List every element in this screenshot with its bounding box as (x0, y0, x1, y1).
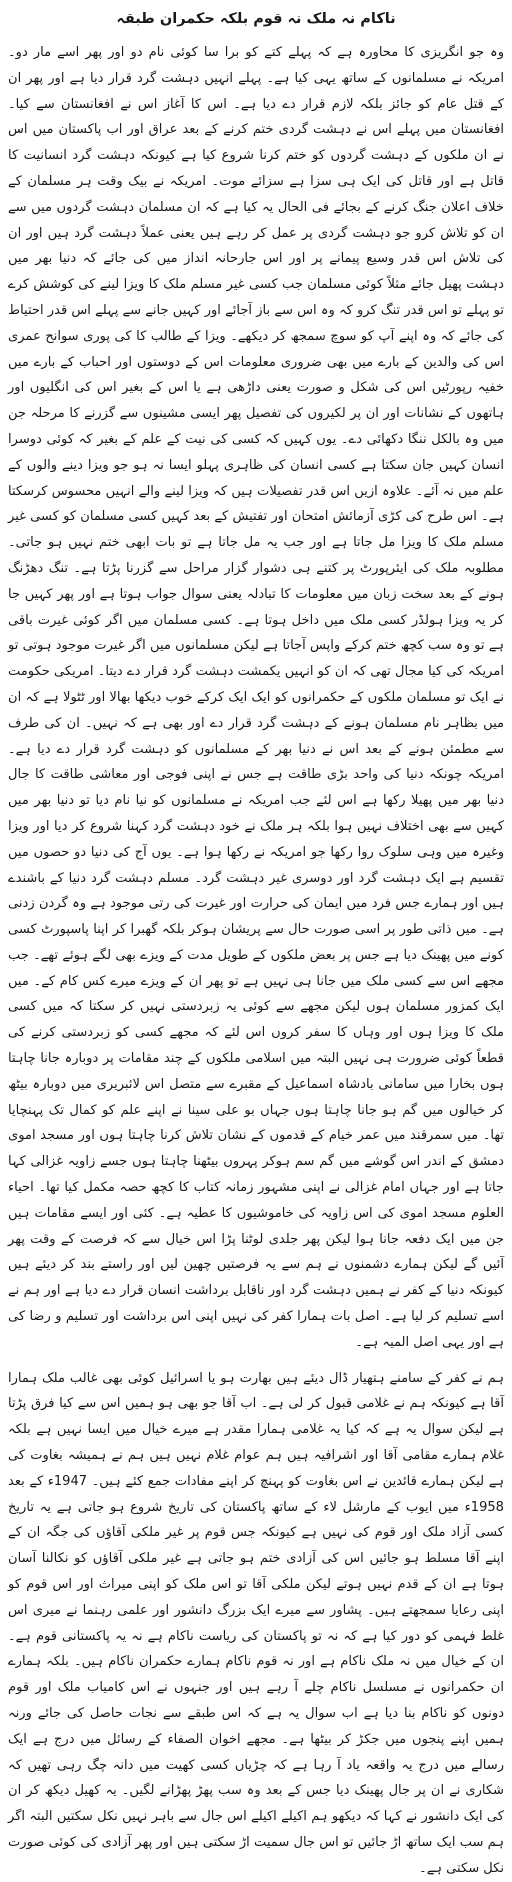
article-paragraph: وہ جو انگریزی کا محاورہ ہے کہ پہلے کتے کو برا سا کوئی نام دو اور پھر اسے مار دو۔ امریکہ نے مسلمانوں کے ساتھ یہی کیا ہے۔ پہلے انہیں دہشت گرد قرار دیا ہے اور پھر ان کے قتل عام کو جائز بلکہ لازم قرار دے دیا ہے۔ اس کا آغاز اس نے افغانستان سے کیا۔ افغانستان میں پہلے اس نے دہشت گردی ختم کرنے کے بعد عراق اور اب پاکستان میں اس نے ان ملکوں کے دہشت گردوں کو ختم کرنا شروع کیا ہے کیونکہ دہشت گرد انسانیت کا قاتل ہے اور قاتل کی ایک ہی سزا ہے سزائے موت۔ امریکہ نے بیک وقت ہر مسلمان کے خلاف اعلان جنگ کرنے کے بجائے فی الحال یہ کیا ہے کہ ان مسلمان دہشت گردوں میں سے ان کو تلاش کرو جو دہشت گردی پر عمل کر رہے ہیں یعنی عملاً دہشت گرد ہیں اور ان کی تلاش اس قدر وسیع پیمانے پر اور اس جارحانہ انداز میں کی جائے کہ دنیا بھر میں دہشت پھیل جائے مثلاً کوئی مسلمان جب کسی غیر مسلم ملک کا ویزا لینے کی کوشش کرے تو پہلے تو اس قدر تنگ کرو کہ وہ اس سے باز آجائے اور کہیں جانے سے پہلے اس قدر احتیاط کی جائے کہ وہ اپنے آپ کو سوچ سمجھ کر دیکھے۔ ویزا کے طالب کا کی پوری سوانح عمری اس کی والدین کے بارے میں بھی ضروری معلومات اس کے دوستوں اور احباب کے بارے میں خفیہ رپورٹیں اس کی شکل و صورت یعنی داڑھی ہے یا اس کے بغیر اس کی انگلیوں اور ہاتھوں کے نشانات اور ان پر لکیروں کی تفصیل پھر ایسی مشینوں سے گزرنے کا مرحلہ جن میں وہ بالکل ننگا دکھائی دے۔ یوں کہیں کہ کسی کی نیت کے علم کے بغیر کہ کوئی دوسرا انسان کہیں جان سکتا ہے کسی انسان کی ظاہری پہلو ایسا نہ ہو جو ویزا دینے والوں کے علم میں نہ آئے۔ علاوہ ازیں اس قدر تفصیلات ہیں کہ ویزا لینے والے انہیں محسوس کرسکتا ہے۔ اس طرح کی کڑی آزمائش امتحان اور تفتیش کے بعد کہیں کسی مسلمان کو کسی غیر مسلم ملک کا ویزا مل جاتا ہے اور جب یہ مل جاتا ہے تو بات ابھی ختم نہیں ہو جاتی۔ مطلوبہ ملک کی ایئرپورٹ پر کتنے ہی دشوار گزار مراحل سے گزرنا پڑتا ہے۔ تنگ دھڑنگ ہونے کے بعد سخت زبان میں معلومات کا تبادلہ یعنی سوال جواب ہوتا ہے اور پھر کہیں جا کر یہ ویزا ہولڈر کسی ملک میں داخل ہوتا ہے۔ کسی مسلمان میں اگر کوئی غیرت باقی ہے تو وہ سب کچھ ختم کرکے واپس آجاتا ہے لیکن مسلمانوں میں اگر غیرت موجود ہوتی تو امریکہ کی کیا مجال تھی کہ ان کو انہیں یکمشت دہشت گرد قرار دے دیتا۔ امریکی حکومت نے ایک تو مسلمان ملکوں کے حکمرانوں کو ایک ایک کرکے خوب دیکھا بھالا اور ٹٹولا ہے کہ ان میں بظاہر نام مسلمان ہونے کے دہشت گرد قرار دے اور بھی ہے کہ نہیں۔ ان کی طرف سے مطمئن ہونے کے بعد اس نے دنیا بھر کے مسلمانوں کو دہشت گرد قرار دے دیا ہے۔ امریکہ چونکہ دنیا کی واحد بڑی طاقت ہے جس نے اپنی فوجی اور معاشی طاقت کا جال دنیا بھر میں پھیلا رکھا ہے اس لئے جب امریکہ نے مسلمانوں کو نیا نام دیا تو دنیا بھر میں کہیں سے بھی اختلاف نہیں ہوا بلکہ ہر ملک نے خود دہشت گرد کہنا شروع کر دیا اور ویزا وغیرہ میں وہی سلوک روا رکھا جو امریکہ نے رکھا ہوا ہے۔ یوں آج کی دنیا دو حصوں میں تقسیم ہے ایک دہشت گرد اور دوسری غیر دہشت گرد۔ مسلم دہشت گرد دنیا کے باشندے ہیں اور ہمارے جس فرد میں ایمان کی حرارت اور غیرت کی رتی موجود ہے وہ گردن زدنی ہے۔ میں ذاتی طور پر اسی صورت حال سے پریشان ہوکر بلکہ گھبرا کر اپنا پاسپورٹ کسی کونے میں پھینک دیا ہے جس پر بعض ملکوں کے طویل مدت کے ویزے بھی لگے ہوئے تھے۔ جب مجھے اس سے کسی ملک میں جانا ہی نہیں ہے تو پھر ان کے ویزے میرے کس کام کے۔ میں ایک کمزور مسلمان ہوں لیکن مجھے سے کوئی یہ زبردستی نہیں کر سکتا کہ میں کسی ملک کا ویزا ہوں اور وہاں کا سفر کروں اس لئے کہ مجھے کسی کو زبردستی کرنے کی قطعاً کوئی ضرورت ہی نہیں البتہ میں اسلامی ملکوں کے چند مقامات پر دوبارہ جانا چاہتا ہوں بخارا میں سامانی بادشاہ اسماعیل کے مقبرے سے متصل اس لائبریری میں دوبارہ بیٹھ کر خیالوں میں گم ہو جانا چاہتا ہوں جہاں بو علی سینا نے اپنے علم کو کمال تک پہنچایا تھا۔ میں سمرقند میں عمر خیام کے قدموں کے نشان تلاش کرنا چاہتا ہوں اور مسجد اموی دمشق کے اندر اس گوشے میں گم سم ہوکر پہروں بیٹھنا چاہتا ہوں جسے زاویہ غزالی کہا جاتا ہے اور جہاں امام غزالی نے اپنی مشہور زمانہ کتاب کا کچھ حصہ مکمل کیا تھا۔ احیاء العلوم مسجد اموی کی اس زاویہ کی خاموشیوں کا عطیہ ہے۔ کئی اور ایسے مقامات ہیں جن میں ایک دفعہ جانا ہوا لیکن پھر جلدی لوٹنا پڑا اس خیال سے کہ فرصت کے وقت پھر آئیں گے لیکن ہمارے دشمنوں نے ہم سے یہ فرصتیں چھین لیں اور راستے بند کر دیئے ہیں کیونکہ دنیا کے کفر نے ہمیں دہشت گرد اور ناقابل برداشت انسان قرار دے دیا ہے اور ہم نے اسے تسلیم کر لیا ہے۔ اصل بات ہمارا کفر کی نہیں اپنی اس برداشت اور تسلیم و رضا کی ہے اور یہی اصل المیہ ہے۔ (8, 45, 504, 1350)
article-paragraph: ہم نے کفر کے سامنے ہتھیار ڈال دیئے ہیں بھارت ہو یا اسرائیل کوئی بھی غالب ملک ہمارا آقا ہے کیونکہ ہم نے غلامی قبول کر لی ہے۔ اب آقا جو بھی ہو ہمیں اس سے کیا فرق پڑتا ہے لیکن سوال یہ ہے کہ کیا یہ غلامی ہمارا مقدر ہے میرے خیال میں ایسا نہیں ہے بلکہ غلام ہمارے مقامی آقا اور اشرافیہ ہیں ہم عوام غلام نہیں ہیں ہم نے ہمیشہ بغاوت کی ہے لیکن ہمارے قائدین نے اس بغاوت کو پہنچ کر اپنے مفادات جمع کئے ہیں۔ 1947ء کے بعد 1958ء میں ایوب کے مارشل لاء کے ساتھ پاکستان کی تاریخ شروع ہو جاتی ہے یہ تاریخ کسی آزاد ملک اور قوم کی نہیں ہے کیونکہ جس قوم پر غیر ملکی آقاؤں کی جگہ ان کے اپنے آقا مسلط ہو جائیں اس کی آزادی ختم ہو جاتی ہے غیر ملکی آقاؤں کو نکالنا آسان ہوتا ہے ان کے قدم نہیں ہوتے لیکن ملکی آقا تو اس ملک کو اپنی میراث اور اس قوم کو اپنی رعایا سمجھتے ہیں۔ پشاور سے میرے ایک بزرگ دانشور اور علمی رہنما نے میری اس غلط فہمی کو دور کیا ہے کہ نہ تو پاکستان کی ریاست ناکام ہے نہ یہ پاکستانی قوم ہے۔ ان کے خیال میں نہ ملک ناکام ہے اور نہ قوم ناکام ہمارے حکمران ناکام ہیں۔ بلکہ ہمارے ان حکمرانوں نے مسلسل ناکام چلے آ رہے ہیں اور جنہوں نے اس کامیاب ملک اور قوم دونوں کو ناکام بنا دیا ہے اب سوال یہ ہے کہ اس طبقے سے نجات حاصل کی جائے ورنہ ہمیں اپنے پنجوں میں جکڑ کر بیٹھا ہے۔ مجھے اخوان الصفاء کے رسائل میں درج ہے ایک رسالے میں درج یہ واقعہ یاد آ رہا ہے کہ چڑیاں کسی کھیت میں دانہ چگ رہی تھیں کہ شکاری نے ان پر جال پھینک دیا جس کے بعد وہ سب پھڑ پھڑانے لگیں۔ یہ کھیل دیکھ کر ان کی ایک دانشور نے کہا کہ دیکھو ہم اکیلے اکیلے اس جال سے باہر نہیں نکل سکتیں البتہ اگر ہم سب ایک ساتھ اڑ جائیں تو اس جال سمیت اڑ سکتی ہیں اور پھر آزادی کی کوئی صورت نکل سکتی ہے۔ (8, 1370, 504, 1876)
article-title: ناکام نہ ملک نہ قوم بلکہ حکمران طبقہ (116, 11, 396, 27)
